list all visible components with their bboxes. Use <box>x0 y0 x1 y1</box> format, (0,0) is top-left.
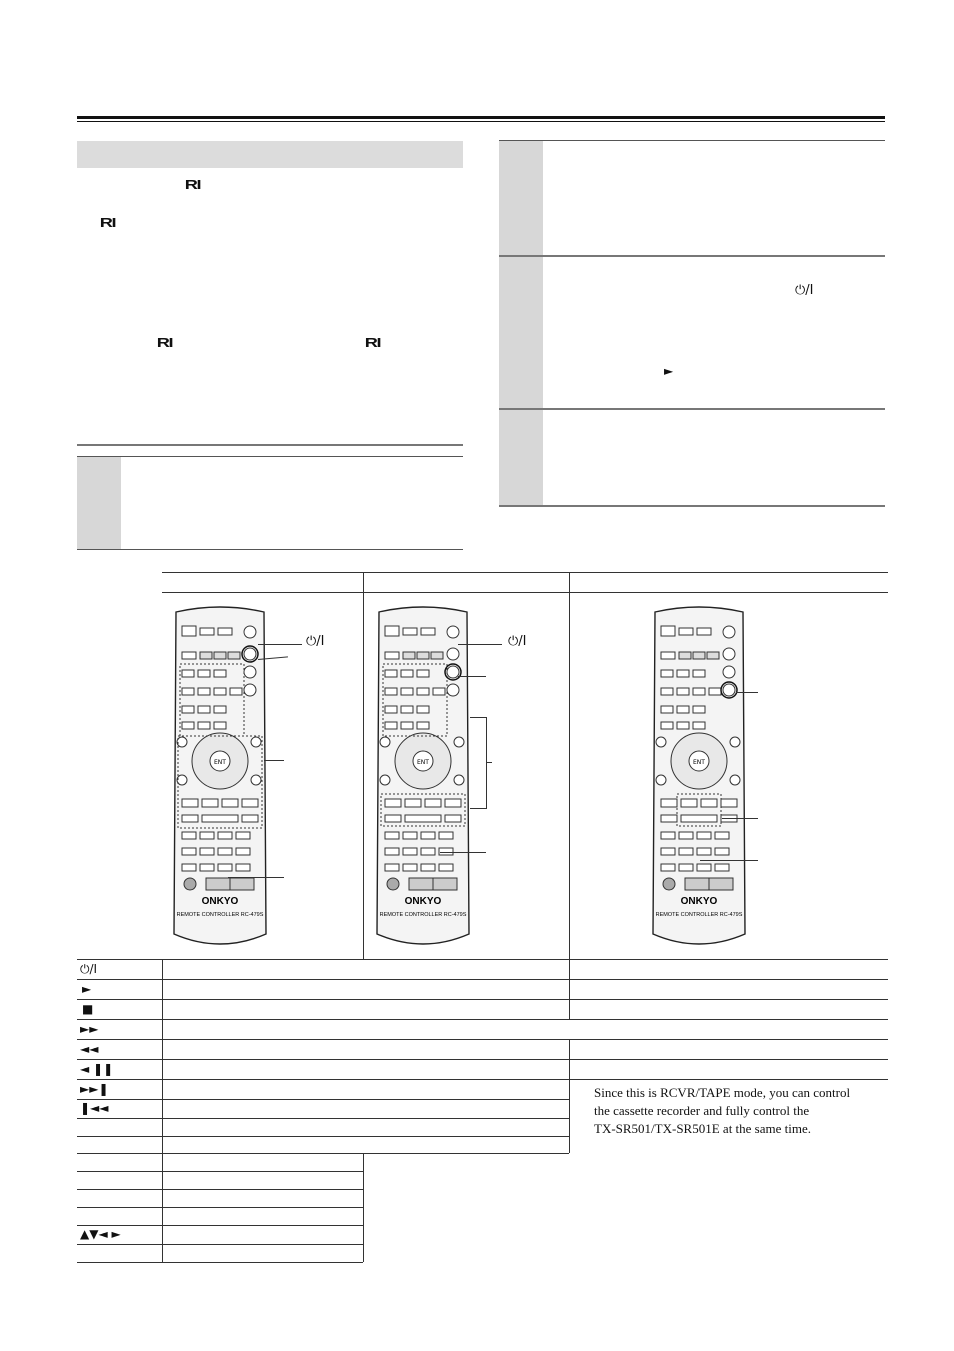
step-rule <box>499 505 885 507</box>
ri-logo-icon: RI <box>364 335 381 350</box>
table-divider <box>363 1153 364 1262</box>
table-divider <box>162 959 163 1262</box>
play-icon: ► <box>664 364 674 378</box>
ri-logo-icon: RI <box>156 335 173 350</box>
ri-logo-icon: RI <box>184 177 201 192</box>
table-rule <box>77 1059 888 1060</box>
table-divider <box>363 572 364 959</box>
step-number-cell <box>77 457 121 549</box>
step-number-cell <box>499 257 543 408</box>
step-number-cell <box>499 141 543 255</box>
arrow-keys-icon: ▲▼◄ ► <box>80 1227 121 1241</box>
table-divider <box>569 959 570 1019</box>
fast-forward-icon: ►► <box>80 1022 99 1036</box>
callout-line <box>486 762 492 763</box>
remote-model: REMOTE CONTROLLER RC-479S <box>176 912 264 918</box>
callout-line <box>264 760 284 761</box>
remote-brand: ONKYO <box>201 896 239 907</box>
mode-note-line: Since this is RCVR/TAPE mode, you can control <box>594 1085 851 1100</box>
ri-logo-icon: RI <box>99 215 116 230</box>
step-rule <box>499 255 885 257</box>
table-rule <box>77 999 888 1000</box>
next-track-icon: ►►❚ <box>80 1082 109 1096</box>
step-number-cell <box>499 410 543 505</box>
play-icon: ► <box>82 982 92 996</box>
table-rule <box>77 1244 363 1245</box>
table-rule <box>77 1079 888 1080</box>
table-rule <box>77 1171 363 1172</box>
power-standby-icon: ⏻/I <box>795 283 814 298</box>
remote-model: REMOTE CONTROLLER RC-479S <box>379 912 467 918</box>
previous-track-icon: ❚◄◄ <box>80 1101 109 1115</box>
step-rule <box>499 408 885 410</box>
mode-note-line: TX-SR501/TX-SR501E at the same time. <box>594 1121 812 1136</box>
callout-bracket <box>470 717 487 809</box>
section-rule <box>77 444 463 446</box>
power-standby-icon: ⏻/I <box>80 962 98 976</box>
callout-line <box>440 852 486 853</box>
mode-note <box>594 1084 889 1138</box>
table-rule <box>77 1099 569 1100</box>
table-divider <box>569 1039 570 1153</box>
step-rule <box>499 140 885 141</box>
remote-control-illustration <box>170 604 270 950</box>
table-rule <box>162 592 888 593</box>
table-rule <box>77 1039 888 1040</box>
table-rule <box>162 572 888 573</box>
power-standby-icon: ⏻/I <box>306 634 325 649</box>
header-rule <box>77 116 885 119</box>
table-rule <box>77 979 888 980</box>
remote-brand: ONKYO <box>680 896 718 907</box>
callout-line <box>458 676 486 677</box>
remote-brand: ONKYO <box>404 896 442 907</box>
callout-line <box>458 644 502 645</box>
table-rule <box>77 1262 363 1263</box>
reverse-pause-icon: ◄ ❚❚ <box>80 1062 114 1076</box>
callout-line <box>258 644 302 645</box>
rewind-icon: ◄◄ <box>80 1042 99 1056</box>
table-rule <box>77 1189 363 1190</box>
table-rule <box>77 1118 569 1119</box>
table-rule <box>77 959 888 960</box>
table-divider <box>569 572 570 959</box>
step-rule <box>77 456 463 457</box>
callout-line <box>736 692 758 693</box>
table-rule <box>77 1136 569 1137</box>
callout-line <box>722 818 758 819</box>
remote-control-illustration <box>649 604 749 950</box>
table-rule <box>77 1019 888 1020</box>
section-heading-bar <box>77 141 463 168</box>
stop-icon: ■ <box>82 1002 94 1016</box>
remote-model: REMOTE CONTROLLER RC-479S <box>655 912 743 918</box>
callout-line <box>700 860 758 861</box>
step-rule <box>77 549 463 550</box>
table-rule <box>77 1207 363 1208</box>
mode-note-line: the cassette recorder and fully control the <box>594 1103 810 1118</box>
remote-control-illustration <box>373 604 473 950</box>
callout-line <box>228 877 284 878</box>
header-rule-thin <box>77 121 885 122</box>
table-rule <box>77 1153 569 1154</box>
power-standby-icon: ⏻/I <box>508 634 527 649</box>
